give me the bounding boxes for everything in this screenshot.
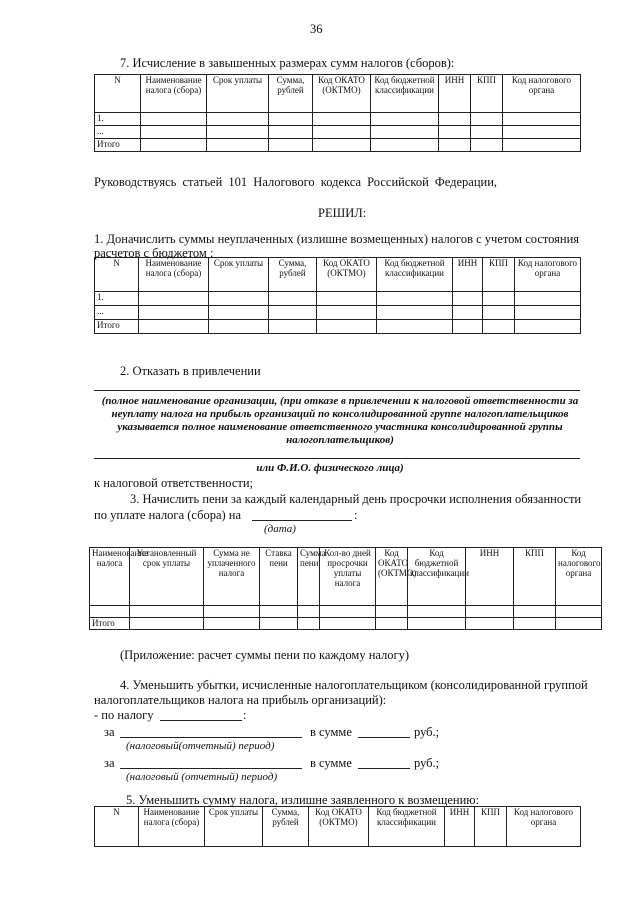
org-note: (полное наименование организации, (при отказе в привлечении к налоговой ответственности за неуплату налога на прибыль организаций по консолидированной группе налогоплательщиков указывается полное наименование ответственного участника консолидированной группы налогоплательщиков) bbox=[101, 395, 579, 446]
section4-line2: налогоплательщиков налога на прибыль организаций): bbox=[94, 693, 387, 707]
row-label: 1. bbox=[95, 113, 141, 126]
table-row bbox=[95, 139, 581, 152]
blank-line bbox=[94, 458, 580, 459]
section3-table bbox=[89, 547, 602, 630]
col-okato: Код ОКАТО (ОКТМО) bbox=[317, 258, 377, 292]
sum-label: в сумме bbox=[310, 756, 352, 770]
period-note: (налоговый(отчетный) период) bbox=[126, 740, 275, 752]
page-number: 36 bbox=[310, 22, 323, 36]
section3-line1: 3. Начислить пени за каждый календарный день просрочки исполнения обязанности bbox=[130, 492, 582, 506]
col-n: N bbox=[95, 807, 139, 847]
col-okato: Код ОКАТО (ОКТМО) bbox=[376, 548, 408, 606]
table-row bbox=[95, 126, 581, 139]
date-note: (дата) bbox=[264, 523, 296, 535]
col-kpp: КПП bbox=[475, 807, 507, 847]
col-tax-name: Наименование налога (сбора) bbox=[139, 807, 205, 847]
col-tax-authority: Код налогового органа bbox=[556, 548, 602, 606]
rub-label: руб.; bbox=[414, 756, 440, 770]
basis-text: Руководствуясь статьей 101 Налогового кодекса Российской Федерации, bbox=[94, 175, 498, 189]
row-label: Итого bbox=[95, 320, 139, 334]
row-label: ... bbox=[95, 306, 139, 320]
col-inn: ИНН bbox=[445, 807, 475, 847]
table-row bbox=[95, 113, 581, 126]
section2-tail: к налоговой ответственности; bbox=[94, 476, 254, 490]
row-label: Итого bbox=[95, 139, 141, 152]
section3-colon: : bbox=[354, 508, 358, 522]
col-tax-authority: Код налогового органа bbox=[503, 75, 581, 113]
col-due-date: Срок уплаты bbox=[209, 258, 269, 292]
col-tax-authority: Код налогового органа bbox=[515, 258, 581, 292]
col-due-date: Срок уплаты bbox=[205, 807, 263, 847]
period-label: за bbox=[104, 756, 115, 770]
period-label: за bbox=[104, 725, 115, 739]
section4-line1: 4. Уменьшить убытки, исчисленные налогоплательщиком (консолидированной группой bbox=[120, 678, 588, 692]
col-amount: Сумма, рублей bbox=[269, 258, 317, 292]
col-n: N bbox=[95, 75, 141, 113]
col-inn: ИНН bbox=[466, 548, 514, 606]
col-tax-authority: Код налогового органа bbox=[507, 807, 581, 847]
col-inn: ИНН bbox=[439, 75, 471, 113]
rub-label: руб.; bbox=[414, 725, 440, 739]
sum-blank[interactable] bbox=[358, 768, 410, 769]
col-amount: Сумма, рублей bbox=[263, 807, 309, 847]
row-label: ... bbox=[95, 126, 141, 139]
col-unpaid-amount: Сумма не уплаченного налога bbox=[204, 548, 260, 606]
section7-table bbox=[94, 74, 581, 152]
col-due-date: Установленный срок уплаты bbox=[130, 548, 204, 606]
blank-line bbox=[94, 390, 580, 391]
section7-heading: 7. Исчисление в завышенных размерах сумм налогов (сборов): bbox=[120, 56, 455, 70]
col-days-overdue: Кол-во дней просрочки уплаты налога bbox=[320, 548, 376, 606]
period-blank[interactable] bbox=[120, 768, 302, 769]
col-okato: Код ОКАТО (ОКТМО) bbox=[313, 75, 371, 113]
col-inn: ИНН bbox=[453, 258, 483, 292]
col-tax-name: Наименование налога bbox=[90, 548, 130, 606]
col-penalty-sum: Сумма пени bbox=[298, 548, 320, 606]
decided-heading: РЕШИЛ: bbox=[318, 206, 367, 220]
table-row bbox=[95, 292, 581, 306]
col-amount: Сумма, рублей bbox=[269, 75, 313, 113]
date-blank[interactable] bbox=[252, 520, 352, 521]
col-n: N bbox=[95, 258, 139, 292]
period-note: (налоговый (отчетный) период) bbox=[126, 771, 278, 783]
sum-blank[interactable] bbox=[358, 737, 410, 738]
section1-heading: 1. Доначислить суммы неуплаченных (излишне возмещенных) налогов с учетом состояния расчетов с бюджетом : bbox=[94, 232, 580, 260]
col-kbk: Код бюджетной классификации bbox=[408, 548, 466, 606]
tax-blank[interactable] bbox=[160, 720, 242, 721]
row-label: 1. bbox=[95, 292, 139, 306]
table-row bbox=[95, 320, 581, 334]
sum-label: в сумме bbox=[310, 725, 352, 739]
section5-heading: 5. Уменьшить сумму налога, излишне заявленного к возмещению: bbox=[126, 793, 480, 807]
section3-line2: по уплате налога (сбора) на bbox=[94, 508, 242, 522]
col-kpp: КПП bbox=[514, 548, 556, 606]
person-note: или Ф.И.О. физического лица) bbox=[256, 462, 404, 474]
col-tax-name: Наименование налога (сбора) bbox=[141, 75, 207, 113]
appendix-note: (Приложение: расчет суммы пени по каждому налогу) bbox=[120, 648, 410, 662]
table-row bbox=[95, 306, 581, 320]
col-kbk: Код бюджетной классификации bbox=[371, 75, 439, 113]
table-row bbox=[90, 606, 602, 618]
col-kpp: КПП bbox=[471, 75, 503, 113]
col-penalty-rate: Ставка пени bbox=[260, 548, 298, 606]
col-kpp: КПП bbox=[483, 258, 515, 292]
section1-table bbox=[94, 257, 581, 334]
col-okato: Код ОКАТО (ОКТМО) bbox=[309, 807, 369, 847]
col-tax-name: Наименование налога (сбора) bbox=[139, 258, 209, 292]
table-row bbox=[90, 618, 602, 630]
tax-label: - по налогу bbox=[94, 708, 154, 722]
section2-heading: 2. Отказать в привлечении bbox=[120, 364, 261, 378]
period-blank[interactable] bbox=[120, 737, 302, 738]
col-due-date: Срок уплаты bbox=[207, 75, 269, 113]
col-kbk: Код бюджетной классификации bbox=[377, 258, 453, 292]
section5-table bbox=[94, 806, 581, 847]
col-kbk: Код бюджетной классификации bbox=[369, 807, 445, 847]
row-label: Итого bbox=[90, 618, 130, 630]
